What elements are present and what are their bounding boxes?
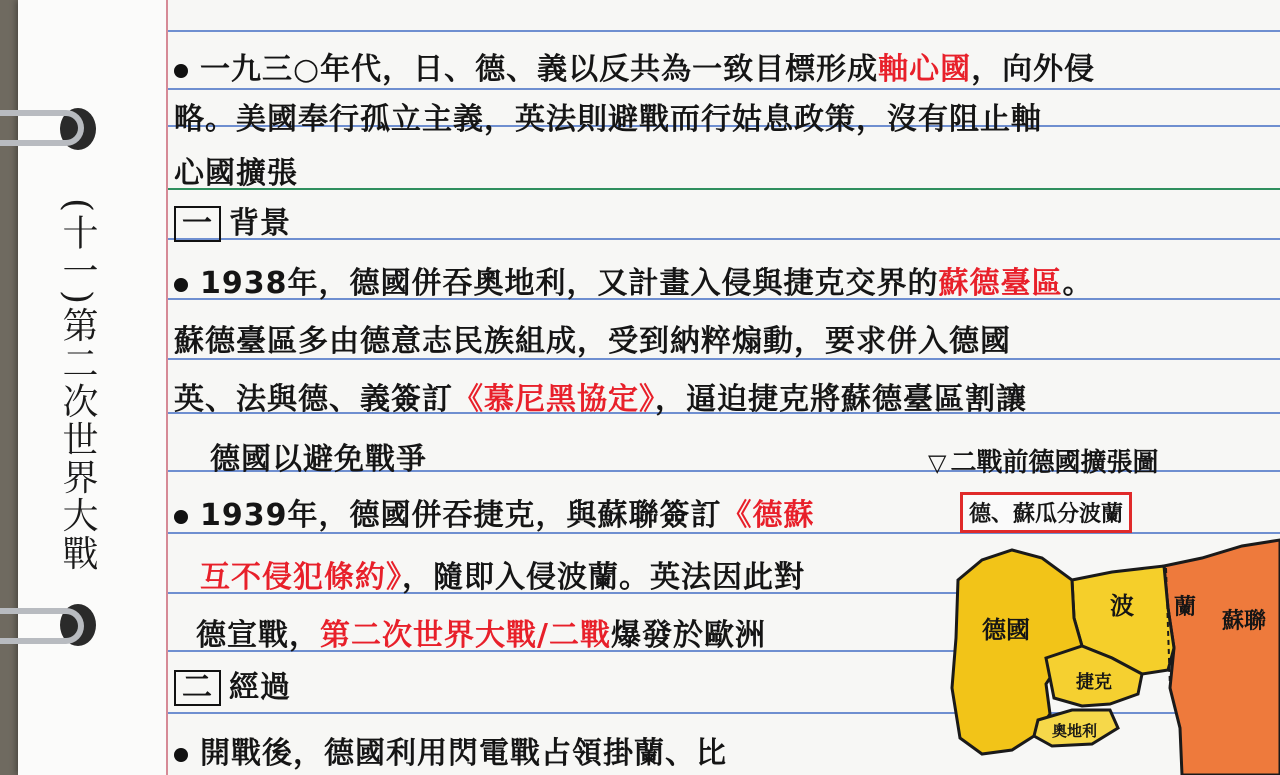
map-label-austria: 奧地利 <box>1052 722 1098 740</box>
text: 。 <box>1062 266 1094 301</box>
section-heading-background <box>174 198 291 242</box>
highlight-text: 《德蘇 <box>721 498 815 533</box>
note-line-2: 略。美國奉行孤立主義，英法則避戰而行姑息政策，沒有阻止軸 <box>174 102 1042 137</box>
section-title: 經過 <box>229 670 291 705</box>
note-line-4 <box>174 258 1094 302</box>
note-line-3: 心國擴張 <box>174 156 298 191</box>
note-line-5: 蘇德臺區多由德意志民族組成，受到納粹煽動，要求併入德國 <box>174 324 1011 359</box>
expansion-map <box>942 488 1280 775</box>
highlight-text: 第二次世界大戰/二戰 <box>320 618 611 653</box>
map-label-poland: 波 <box>1110 592 1134 620</box>
bullet <box>174 510 188 524</box>
note-line-8 <box>174 490 815 534</box>
map-tag: 德、蘇瓜分波蘭 <box>960 492 1132 533</box>
section-title: 背景 <box>229 206 291 241</box>
map-caption-text: 二戰前德國擴張圖 <box>950 448 1159 478</box>
binder-ring <box>0 608 84 644</box>
highlight-text: 互不侵犯條約》 <box>200 560 402 595</box>
ruled-line <box>168 88 1280 90</box>
text: ，逼迫捷克將蘇德臺區割讓 <box>655 382 1027 417</box>
text: 英、法與德、義簽訂 <box>174 382 453 417</box>
binder-ring <box>0 110 84 146</box>
map-label-ussr: 蘇聯 <box>1222 609 1267 634</box>
section-heading-course <box>174 662 291 706</box>
note-line-6 <box>174 374 1027 418</box>
text: 1938年，德國併吞奧地利，又計畫入侵與捷克交界的 <box>200 266 939 301</box>
note-line-11 <box>174 728 727 772</box>
ruled-line <box>168 238 1280 240</box>
text: 開戰後，德國利用閃電戰占領掛蘭、比 <box>200 736 727 771</box>
highlight-text: 《慕尼黑協定》 <box>453 382 655 417</box>
note-line-9 <box>200 552 805 596</box>
vertical-title: (十一)第二次世界大戰 <box>57 198 98 573</box>
map-caption <box>928 442 1158 479</box>
text: 爆發於歐洲 <box>610 618 766 653</box>
ruled-line <box>168 30 1280 32</box>
text: 德宣戰， <box>196 618 320 653</box>
map-region-ussr <box>1164 540 1280 775</box>
bullet <box>174 64 188 78</box>
margin-line <box>166 0 168 775</box>
map-label-poland-2: 蘭 <box>1174 595 1197 620</box>
section-number: 二 <box>174 670 221 706</box>
highlight-text: 軸心國 <box>878 52 972 87</box>
section-number: 一 <box>174 206 221 242</box>
note-line-10 <box>196 610 766 654</box>
text: ，向外侵 <box>971 52 1096 87</box>
bullet <box>174 748 188 762</box>
ruled-line <box>168 188 1280 190</box>
triangle-icon: ▽ <box>928 449 947 477</box>
text: 1939年，德國併吞捷克，與蘇聯簽訂 <box>200 498 722 533</box>
highlight-text: 蘇德臺區 <box>938 266 1063 301</box>
note-line-1 <box>174 44 1095 88</box>
text: ，隨即入侵波蘭。英法因此對 <box>402 560 805 595</box>
text: 一九三○年代，日、德、義以反共為一致目標形成 <box>200 52 879 87</box>
map-label-germany: 德國 <box>982 616 1030 644</box>
note-line-7: 德國以避免戰爭 <box>210 442 427 477</box>
bullet <box>174 278 188 292</box>
map-label-czech: 捷克 <box>1076 672 1112 693</box>
